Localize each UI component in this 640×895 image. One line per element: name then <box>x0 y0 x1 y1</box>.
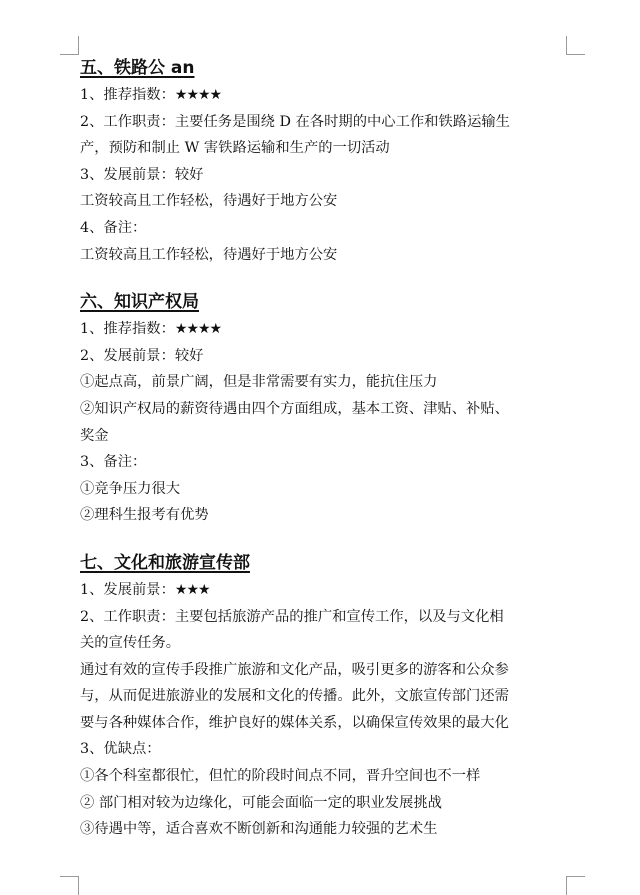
text-line: ②理科生报考有优势 <box>80 507 209 524</box>
section-heading: 七、文化和旅游宣传部 <box>80 552 250 573</box>
text-line: ②知识产权局的薪资待遇由四个方面组成，基本工资、津贴、补贴、 <box>80 400 509 417</box>
section-heading: 六、知识产权局 <box>80 292 199 313</box>
text-line: 产，预防和制止 W 害铁路运输和生产的一切活动 <box>80 140 390 157</box>
section-railway-police <box>80 56 576 268</box>
line-label: 1、推荐指数： <box>80 87 175 103</box>
recommendation-index <box>80 82 576 109</box>
text-line: 3、发展前景：较好 <box>80 166 204 183</box>
page-corner-mark-bottom-left <box>60 876 79 895</box>
text-line: ② 部门相对较为边缘化，可能会面临一定的职业发展挑战 <box>80 794 442 811</box>
text-line: 工资较高且工作轻松，待遇好于地方公安 <box>80 246 338 263</box>
text-line: 2、工作职责：主要包括旅游产品的推广和宣传工作，以及与文化相 <box>80 608 504 625</box>
text-line: ①各个科室都很忙，但忙的阶段时间点不同，晋升空间也不一样 <box>80 768 481 785</box>
star-rating: ★★★★ <box>174 321 222 338</box>
recommendation-index <box>80 316 576 343</box>
page-corner-mark-top-left <box>60 36 79 55</box>
text-line: 关的宣传任务。 <box>80 635 181 652</box>
text-line: 3、备注： <box>80 454 147 471</box>
page-corner-mark-top-right <box>566 36 585 55</box>
text-line: 2、发展前景：较好 <box>80 347 204 364</box>
text-line: ①竞争压力很大 <box>80 480 181 497</box>
star-rating: ★★★★ <box>174 87 222 103</box>
development-prospect <box>80 577 576 604</box>
section-culture-tourism <box>80 551 576 843</box>
text-line: 要与各种媒体合作，维护良好的媒体关系，以确保宣传效果的最大化 <box>80 714 509 731</box>
section-ip-office <box>80 290 576 529</box>
star-rating: ★★★ <box>174 581 210 598</box>
line-label: 1、推荐指数： <box>80 321 175 338</box>
section-heading: 五、铁路公 an <box>80 58 195 78</box>
text-line: 通过有效的宣传手段推广旅游和文化产品，吸引更多的游客和公众参 <box>80 661 509 678</box>
text-line: 奖金 <box>80 427 109 444</box>
line-label: 1、发展前景： <box>80 581 175 598</box>
text-line: 与，从而促进旅游业的发展和文化的传播。此外，文旅宣传部门还需 <box>80 688 509 705</box>
document-body <box>80 56 576 843</box>
text-line: 2、工作职责：主要任务是围绕 D 在各时期的中心工作和铁路运输生 <box>80 113 510 130</box>
text-line: 工资较高且工作轻松，待遇好于地方公安 <box>80 193 338 210</box>
page-corner-mark-bottom-right <box>566 876 585 895</box>
text-line: 3、优缺点： <box>80 741 161 758</box>
text-line: ③待遇中等，适合喜欢不断创新和沟通能力较强的艺术生 <box>80 821 438 838</box>
text-line: 4、备注： <box>80 219 147 236</box>
text-line: ①起点高，前景广阔，但是非常需要有实力，能抗住压力 <box>80 374 438 391</box>
